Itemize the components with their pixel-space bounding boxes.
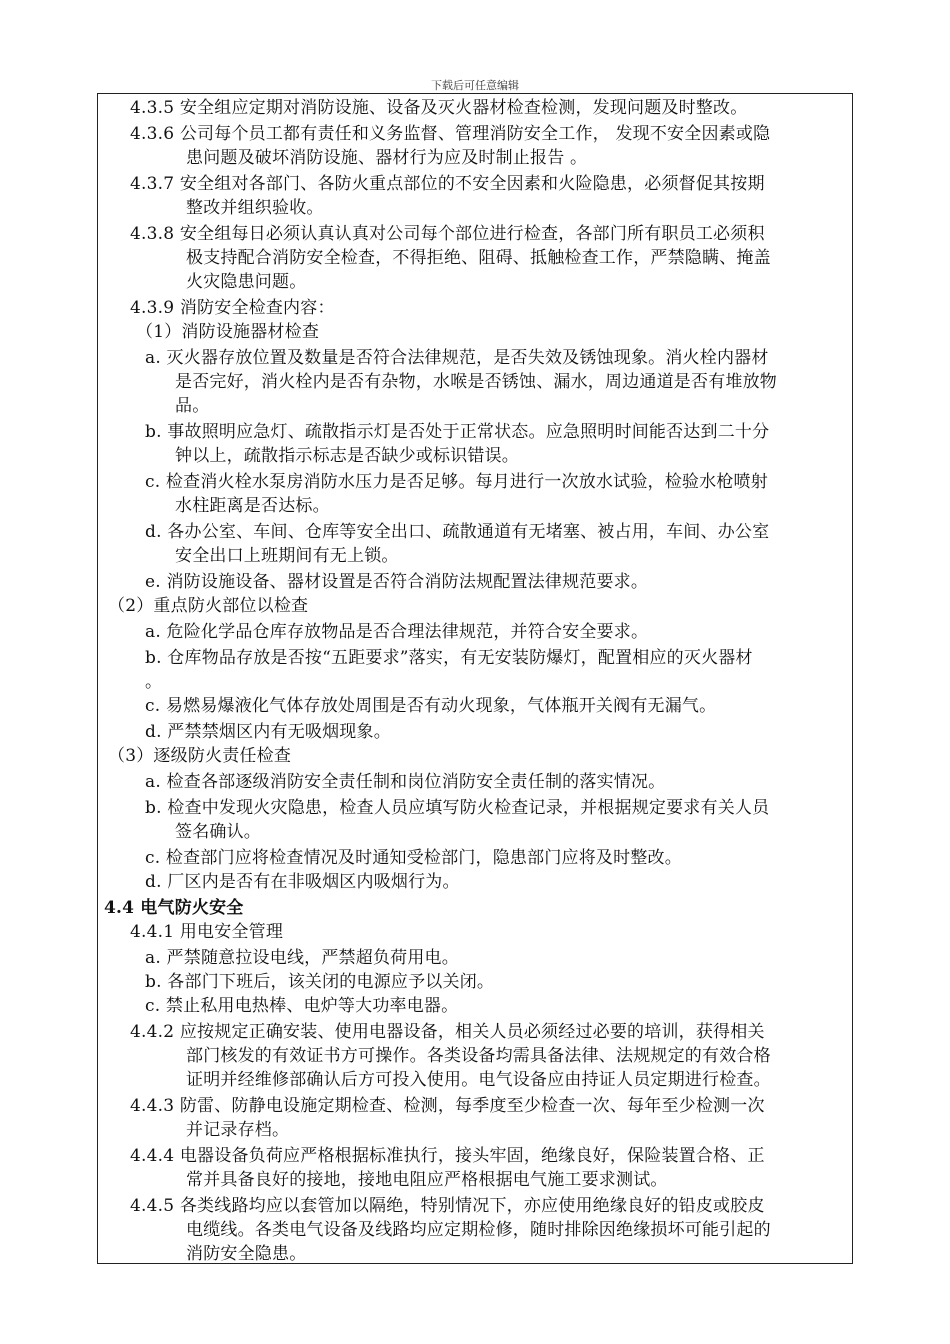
text-line: 患问题及破坏消防设施、器材行为应及时制止报告 。 <box>186 148 588 168</box>
text-line: （2）重点防火部位以检查 <box>108 596 309 616</box>
text-line: 钟以上，疏散指示标志是否缺少或标识错误。 <box>175 446 519 466</box>
text-line: 4.3.6 公司每个员工都有责任和义务监督、管理消防安全工作， 发现不安全因素或隐 <box>130 124 771 144</box>
text-line: a. 危险化学品仓库存放物品是否合理法律规范，并符合安全要求。 <box>145 622 649 642</box>
text-line: 4.4.4 电器设备负荷应严格根据标准执行，接头牢固，绝缘良好，保险装置合格、正 <box>130 1146 765 1166</box>
text-line: 整改并组织验收。 <box>186 198 324 218</box>
text-line: 火灾隐患问题。 <box>186 272 307 292</box>
text-line: d. 厂区内是否有在非吸烟区内吸烟行为。 <box>145 872 460 892</box>
text-line: 4.3.7 安全组对各部门、各防火重点部位的不安全因素和火险隐患，必须督促其按期 <box>130 174 765 194</box>
text-line: a. 灭火器存放位置及数量是否符合法律规范，是否失效及锈蚀现象。消火栓内器材 <box>145 348 769 368</box>
text-line: 4.3.5 安全组应定期对消防设施、设备及灭火器材检查检测，发现问题及时整改。 <box>130 98 748 118</box>
text-line: 。 <box>145 672 163 692</box>
page-header-note: 下载后可任意编辑 <box>431 79 519 92</box>
text-line: 是否完好，消火栓内是否有杂物，水喉是否锈蚀、漏水，周边通道是否有堆放物 <box>175 372 777 392</box>
text-line: 4.3.8 安全组每日必须认真认真对公司每个部位进行检查，各部门所有职员工必须积 <box>130 224 765 244</box>
text-line: 水柱距离是否达标。 <box>175 496 330 516</box>
text-line: 证明并经维修部确认后方可投入使用。电气设备应由持证人员定期进行检查。 <box>186 1070 771 1090</box>
text-line: c. 易燃易爆液化气体存放处周围是否有动火现象，气体瓶开关阀有无漏气。 <box>145 696 717 716</box>
text-line: （3）逐级防火责任检查 <box>108 746 292 766</box>
text-line: c. 禁止私用电热棒、电炉等大功率电器。 <box>145 996 459 1016</box>
text-line: 电缆线。各类电气设备及线路均应定期检修，随时排除因绝缘损坏可能引起的 <box>186 1220 771 1240</box>
text-line: b. 仓库物品存放是否按“五距要求”落实，有无安装防爆灯，配置相应的灭火器材 <box>145 648 753 668</box>
text-line: 4.4.1 用电安全管理 <box>130 922 284 942</box>
text-line: 品。 <box>175 396 210 416</box>
text-line: 消防安全隐患。 <box>186 1244 307 1264</box>
text-line: e. 消防设施设备、器材设置是否符合消防法规配置法律规范要求。 <box>145 572 649 592</box>
text-line: 并记录存档。 <box>186 1120 290 1140</box>
text-line: 4.4.2 应按规定正确安装、使用电器设备，相关人员必须经过必要的培训，获得相关 <box>130 1022 765 1042</box>
text-line: 常并具备良好的接地，接地电阻应严格根据电气施工要求测试。 <box>186 1170 668 1190</box>
text-line: 部门核发的有效证书方可操作。各类设备均需具备法律、法规规定的有效合格 <box>186 1046 771 1066</box>
text-line: 安全出口上班期间有无上锁。 <box>175 546 399 566</box>
text-line: 签名确认。 <box>175 822 261 842</box>
text-line: a. 严禁随意拉设电线，严禁超负荷用电。 <box>145 948 459 968</box>
text-line: 极支持配合消防安全检查，不得拒绝、阻碍、抵触检查工作，严禁隐瞒、掩盖 <box>186 248 771 268</box>
text-line: d. 各办公室、车间、仓库等安全出口、疏散通道有无堵塞、被占用，车间、办公室 <box>145 522 770 542</box>
text-line: （1）消防设施器材检查 <box>136 322 320 342</box>
text-line: 4.4.3 防雷、防静电设施定期检查、检测，每季度至少检查一次、每年至少检测一次 <box>130 1096 765 1116</box>
text-line: 4.4.5 各类线路均应以套管加以隔绝，特别情况下，亦应使用绝缘良好的铅皮或胶皮 <box>130 1196 765 1216</box>
text-line: d. 严禁禁烟区内有无吸烟现象。 <box>145 722 391 742</box>
text-line: 4.3.9 消防安全检查内容： <box>130 298 335 318</box>
section-heading: 4.4 电气防火安全 <box>104 898 244 918</box>
text-line: c. 检查部门应将检查情况及时通知受检部门，隐患部门应将及时整改。 <box>145 848 682 868</box>
text-line: c. 检查消火栓水泵房消防水压力是否足够。每月进行一次放水试验，检验水枪喷射 <box>145 472 768 492</box>
text-line: b. 事故照明应急灯、疏散指示灯是否处于正常状态。应急照明时间能否达到二十分 <box>145 422 770 442</box>
text-line: b. 检查中发现火灾隐患，检查人员应填写防火检查记录，并根据规定要求有关人员 <box>145 798 770 818</box>
text-line: b. 各部门下班后，该关闭的电源应予以关闭。 <box>145 972 495 992</box>
text-line: a. 检查各部逐级消防安全责任制和岗位消防安全责任制的落实情况。 <box>145 772 666 792</box>
